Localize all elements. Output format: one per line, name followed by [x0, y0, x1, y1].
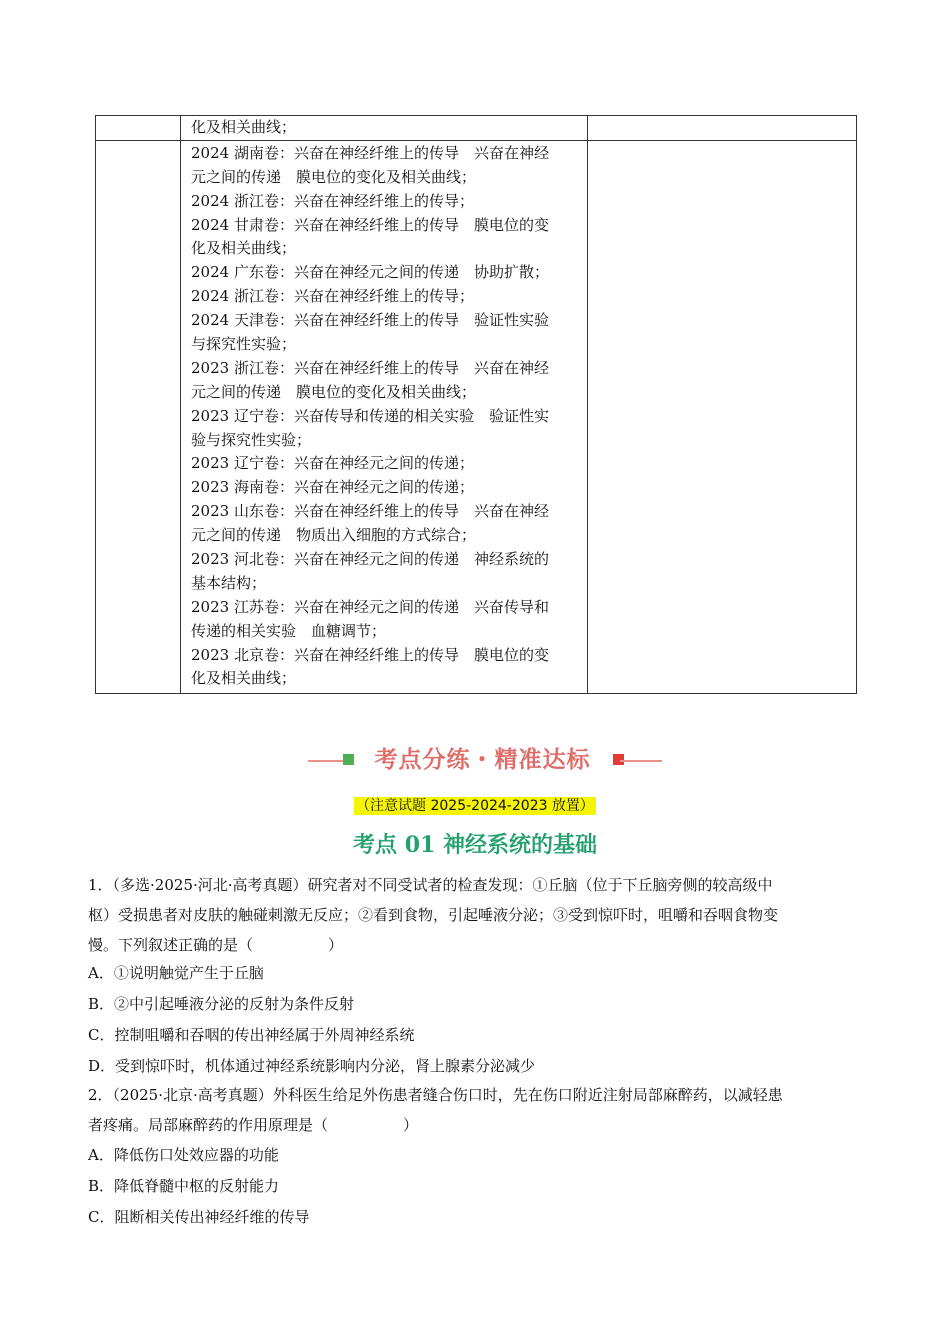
table-cell — [96, 116, 181, 141]
question-1-option-d[interactable]: D．受到惊吓时，机体通过神经系统影响内分泌，肾上腺素分泌减少 — [88, 1057, 536, 1075]
cell-line: 元之间的传递 物质出入细胞的方式综合； — [191, 526, 477, 545]
cell-line: 元之间的传递 膜电位的变化及相关曲线； — [191, 167, 477, 186]
cell-line: 2023 浙江卷：兴奋在神经纤维上的传导 兴奋在神经 — [191, 358, 549, 377]
table-cell — [96, 140, 181, 693]
cell-line: 与探究性实验； — [191, 335, 297, 354]
cell-line: 2023 北京卷：兴奋在神经纤维上的传导 膜电位的变 — [191, 645, 549, 664]
cell-line: 2023 辽宁卷：兴奋传导和传递的相关实验 验证性实 — [191, 406, 549, 425]
cell-line: 2024 湖南卷：兴奋在神经纤维上的传导 兴奋在神经 — [191, 143, 549, 162]
stem-line: 者疼痛。局部麻醉药的作用原理是（ ） — [88, 1116, 419, 1134]
table-cell — [181, 140, 588, 693]
banner-line-left — [308, 760, 346, 762]
cell-line: 化及相关曲线； — [191, 239, 297, 258]
cell-line: 2024 广东卷：兴奋在神经元之间的传递 协助扩散； — [191, 263, 549, 282]
banner-line-right — [620, 760, 662, 762]
question-1-stem — [88, 870, 863, 960]
table-cell — [588, 116, 857, 141]
question-2-option-c[interactable]: C．阻断相关传出神经纤维的传导 — [88, 1208, 310, 1226]
question-2-option-b[interactable]: B．降低脊髓中枢的反射能力 — [88, 1177, 280, 1195]
cell-line: 传递的相关实验 血糖调节； — [191, 621, 387, 640]
cell-line: 2024 天津卷：兴奋在神经纤维上的传导 验证性实验 — [191, 311, 549, 330]
question-2-option-a[interactable]: A．降低伤口处效应器的功能 — [88, 1146, 279, 1164]
stem-line: 枢）受损患者对皮肤的触碰刺激无反应；②看到食物，引起唾液分泌；③受到惊吓时，咀嚼和吞咽食物变 — [88, 906, 779, 924]
question-1-option-c[interactable]: C．控制咀嚼和吞咽的传出神经属于外周神经系统 — [88, 1026, 415, 1044]
question-1-option-b[interactable]: B．②中引起唾液分泌的反射为条件反射 — [88, 995, 355, 1013]
table-cell — [181, 116, 588, 141]
topic-title: 考点 01 神经系统的基础 — [353, 832, 597, 858]
banner-title: 考点分练・精准达标 — [374, 747, 591, 773]
section-banner — [300, 738, 665, 778]
cell-line: 元之间的传递 膜电位的变化及相关曲线； — [191, 382, 477, 401]
cell-line: 2023 山东卷：兴奋在神经纤维上的传导 兴奋在神经 — [191, 502, 549, 521]
stem-line: 2．（2025·北京·高考真题）外科医生给足外伤患者缝合伤口时，先在伤口附近注射局部麻醉药，以减轻患 — [88, 1086, 783, 1104]
cell-line: 2023 辽宁卷：兴奋在神经元之间的传递； — [191, 454, 474, 473]
placement-note — [0, 795, 950, 815]
cell-line: 化及相关曲线； — [191, 669, 297, 688]
note-highlight: （注意试题 2025-2024-2023 放置） — [356, 798, 594, 814]
table-row — [96, 116, 857, 141]
table-cell — [588, 140, 857, 693]
stem-line: 1．（多选·2025·河北·高考真题）研究者对不同受试者的检查发现：①丘脑（位于下丘脑旁侧的较高级中 — [88, 876, 773, 894]
banner-square-left — [343, 754, 354, 765]
question-2-stem — [88, 1080, 863, 1140]
cell-line: 化及相关曲线； — [191, 118, 297, 136]
cell-line: 2023 海南卷：兴奋在神经元之间的传递； — [191, 478, 474, 497]
exam-table — [95, 115, 857, 694]
stem-line: 慢。下列叙述正确的是（ ） — [88, 936, 344, 954]
table-row — [96, 140, 857, 693]
cell-line: 验与探究性实验； — [191, 430, 312, 449]
cell-line: 2023 江苏卷：兴奋在神经元之间的传递 兴奋传导和 — [191, 597, 549, 616]
cell-line: 2024 浙江卷：兴奋在神经纤维上的传导； — [191, 287, 474, 306]
cell-line: 2024 甘肃卷：兴奋在神经纤维上的传导 膜电位的变 — [191, 215, 549, 234]
cell-line: 基本结构； — [191, 573, 267, 592]
question-1-option-a[interactable]: A．①说明触觉产生于丘脑 — [88, 964, 264, 982]
cell-line: 2024 浙江卷：兴奋在神经纤维上的传导； — [191, 191, 474, 210]
cell-line: 2023 河北卷：兴奋在神经元之间的传递 神经系统的 — [191, 550, 549, 569]
